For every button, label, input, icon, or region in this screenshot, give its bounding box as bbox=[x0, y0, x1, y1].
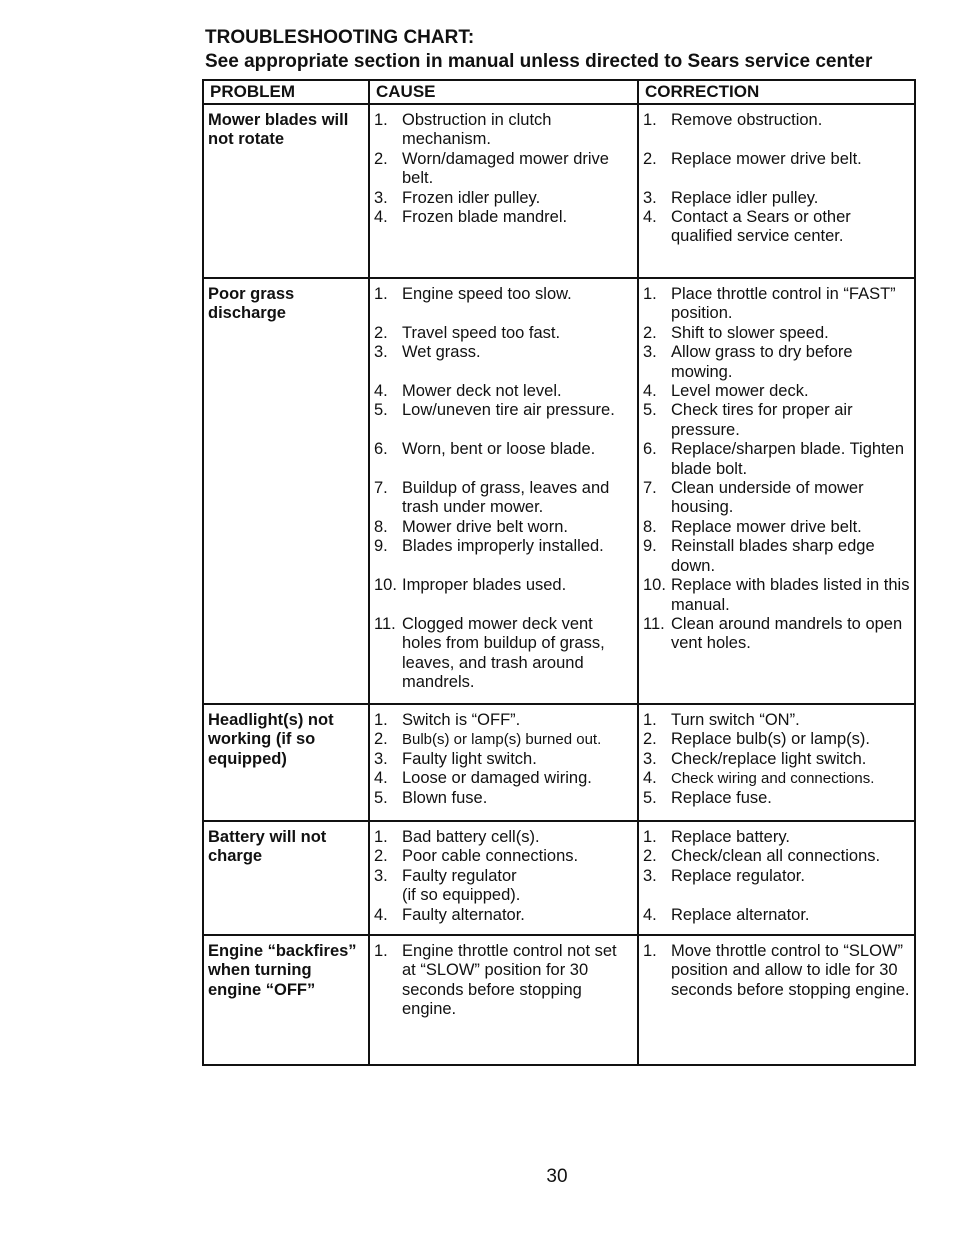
correction-cell bbox=[638, 704, 915, 821]
list-item: 1. Obstruction in clutch mechanism. bbox=[374, 111, 552, 149]
problem-cell: Engine “backfires” when turning engine “OFF” bbox=[203, 935, 369, 1065]
list-item: 5. Low/uneven tire air pressure. bbox=[374, 401, 615, 420]
list-item: 3. Frozen idler pulley. bbox=[374, 188, 541, 207]
list-item: 9. Reinstall blades sharp edge down. bbox=[643, 537, 875, 575]
header-cause: CAUSE bbox=[369, 80, 638, 104]
list-item: 2. Travel speed too fast. bbox=[374, 323, 561, 342]
list-item: 4. Contact a Sears or other qualified service center. bbox=[643, 208, 851, 246]
table-row bbox=[203, 104, 915, 278]
list-item: 4. Frozen blade mandrel. bbox=[374, 208, 568, 227]
cause-cell bbox=[369, 278, 638, 704]
table-row bbox=[203, 704, 915, 821]
list-item: 2. Worn/damaged mower drive belt. bbox=[374, 149, 609, 188]
list-item: 1. Replace battery. bbox=[643, 828, 790, 846]
list-item: 10. Replace with blades listed in this manual. bbox=[643, 576, 910, 614]
list-item: 2. Replace mower drive belt. bbox=[643, 149, 862, 168]
list-item: 2. Check/clean all connections. bbox=[643, 847, 881, 866]
list-item: 3. Faulty regulator (if so equipped). bbox=[374, 866, 521, 905]
problem-cell: Mower blades will not rotate bbox=[203, 104, 369, 278]
list-item: 7. Clean underside of mower housing. bbox=[643, 479, 864, 517]
list-item: 7. Buildup of grass, leaves and trash under mower. bbox=[374, 479, 610, 517]
list-item: 3. Check/replace light switch. bbox=[643, 749, 867, 768]
chart-subtitle: See appropriate section in manual unless directed to Sears service center bbox=[205, 51, 873, 72]
list-item: 1. Engine throttle control not set at “SLOW” position for 30 seconds before stopping engine. bbox=[374, 942, 617, 1019]
table-row bbox=[203, 935, 915, 1065]
cause-cell bbox=[369, 821, 638, 935]
list-item: 3. Replace idler pulley. bbox=[643, 188, 819, 207]
table-row bbox=[203, 278, 915, 704]
list-item: 3. Faulty light switch. bbox=[374, 749, 537, 768]
cause-cell bbox=[369, 935, 638, 1065]
header-correction: CORRECTION bbox=[638, 80, 915, 104]
list-item: 2. Shift to slower speed. bbox=[643, 323, 829, 342]
list-item: 2. Bulb(s) or lamp(s) burned out. bbox=[374, 730, 602, 749]
header-problem: PROBLEM bbox=[203, 80, 369, 104]
troubleshooting-table bbox=[202, 79, 916, 1066]
list-item: 2. Poor cable connections. bbox=[374, 847, 579, 866]
list-item: 1. Bad battery cell(s). bbox=[374, 828, 540, 846]
page-number: 30 bbox=[546, 1166, 568, 1187]
list-item: 6. Replace/sharpen blade. Tighten blade bolt. bbox=[643, 440, 904, 478]
list-item: 11. Clean around mandrels to open vent holes. bbox=[643, 614, 903, 653]
list-item: 1. Engine speed too slow. bbox=[374, 285, 572, 303]
cause-cell bbox=[369, 104, 638, 278]
list-item: 1. Turn switch “ON”. bbox=[643, 711, 800, 729]
list-item: 4. Loose or damaged wiring. bbox=[374, 769, 592, 788]
list-item: 4. Level mower deck. bbox=[643, 382, 809, 401]
list-item: 8. Replace mower drive belt. bbox=[643, 517, 862, 536]
correction-cell bbox=[638, 278, 915, 704]
list-item: 3. Allow grass to dry before mowing. bbox=[643, 343, 853, 381]
table-row bbox=[203, 821, 915, 935]
list-item: 5. Replace fuse. bbox=[643, 788, 772, 807]
list-item: 10. Improper blades used. bbox=[374, 576, 567, 595]
list-item: 5. Check tires for proper air pressure. bbox=[643, 401, 853, 439]
correction-cell bbox=[638, 935, 915, 1065]
list-item: 6. Worn, bent or loose blade. bbox=[374, 440, 596, 459]
correction-cell bbox=[638, 104, 915, 278]
list-item: 4. Mower deck not level. bbox=[374, 382, 562, 400]
list-item: 3. Replace regulator. bbox=[643, 866, 805, 885]
list-item: 3. Wet grass. bbox=[374, 343, 481, 362]
correction-cell bbox=[638, 821, 915, 935]
list-item: 4. Faulty alternator. bbox=[374, 905, 525, 924]
list-item: 1. Switch is “OFF”. bbox=[374, 711, 521, 729]
cause-cell bbox=[369, 704, 638, 821]
list-item: 5. Blown fuse. bbox=[374, 788, 488, 807]
list-item: 1. Remove obstruction. bbox=[643, 111, 823, 129]
list-item: 4. Check wiring and connections. bbox=[643, 769, 875, 788]
header-row bbox=[203, 80, 915, 104]
list-item: 8. Mower drive belt worn. bbox=[374, 517, 568, 536]
list-item: 11. Clogged mower deck vent holes from buildup of grass, leaves, and trash around mandrels. bbox=[374, 614, 605, 692]
list-item: 1. Place throttle control in “FAST” position. bbox=[643, 285, 896, 323]
list-item: 4. Replace alternator. bbox=[643, 905, 810, 924]
list-item: 1. Move throttle control to “SLOW” position and allow to idle for 30 seconds before stopping engine. bbox=[643, 942, 910, 999]
problem-cell: Poor grass discharge bbox=[203, 278, 369, 704]
list-item: 9. Blades improperly installed. bbox=[374, 537, 604, 556]
problem-cell: Headlight(s) not working (if so equipped) bbox=[203, 704, 369, 821]
list-item: 2. Replace bulb(s) or lamp(s). bbox=[643, 730, 870, 749]
problem-cell: Battery will not charge bbox=[203, 821, 369, 935]
chart-title: TROUBLESHOOTING CHART: bbox=[205, 27, 475, 48]
